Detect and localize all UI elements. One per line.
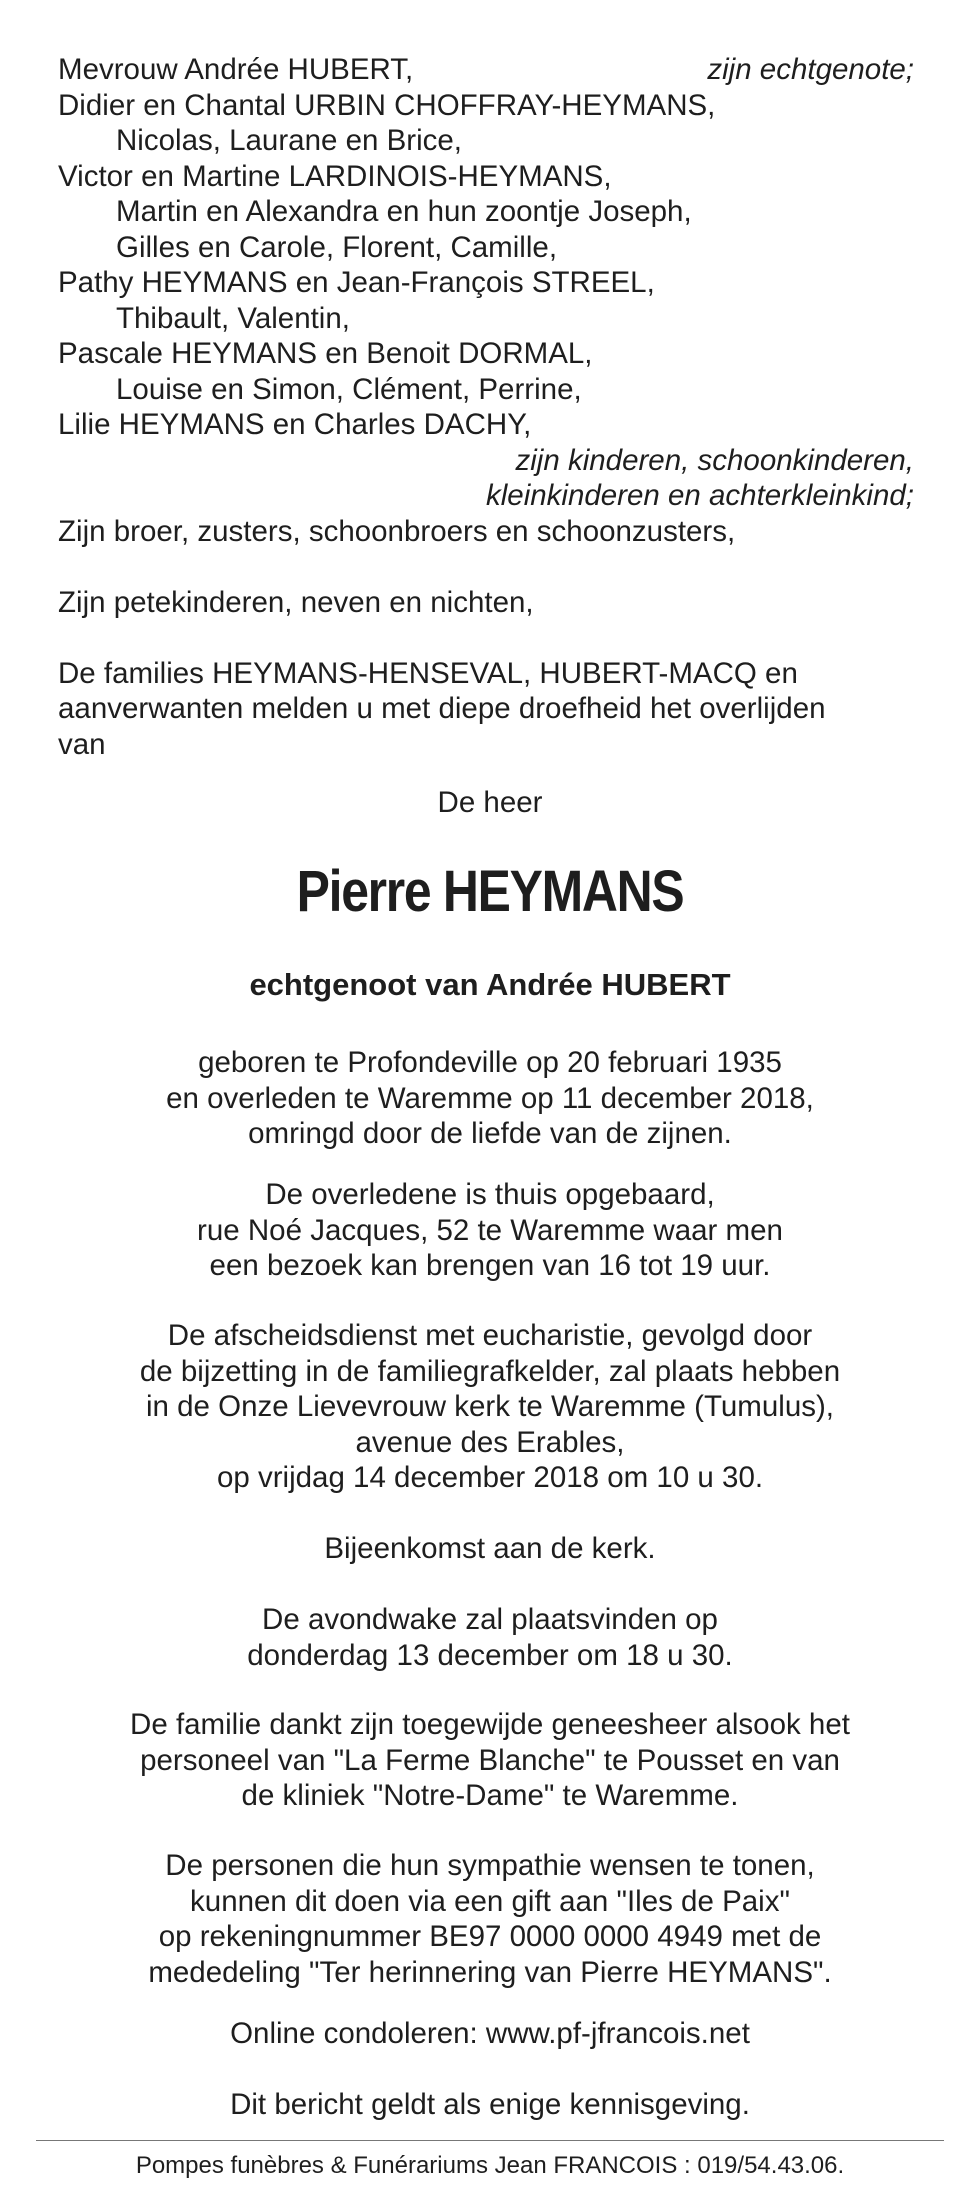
godchildren-line: Zijn petekinderen, neven en nichten, <box>58 585 534 619</box>
family-line: Pascale HEYMANS en Benoit DORMAL, <box>58 337 593 370</box>
notice-line <box>0 2087 980 2123</box>
footer-divider <box>36 2140 944 2141</box>
siblings-line: Zijn broer, zusters, schoonbroers en schoonzusters, <box>58 514 736 548</box>
family-line: Lilie HEYMANS en Charles DACHY, <box>58 408 532 441</box>
family-line-spouse <box>58 52 920 88</box>
family-line: Gilles en Carole, Florent, Camille, <box>116 230 558 264</box>
spouse-role: zijn echtgenote; <box>707 53 914 86</box>
donation-paragraph <box>0 1848 980 1990</box>
salutation: De heer <box>437 786 543 819</box>
paragraph-line: in de Onze Lievevrouw kerk te Waremme (Tumulus), <box>145 1390 834 1423</box>
paragraph-line: De familie dankt zijn toegewijde geneesheer alsook het <box>130 1708 850 1741</box>
family-line: Louise en Simon, Clément, Perrine, <box>116 372 582 406</box>
paragraph-line: mededeling "Ter herinnering van Pierre HEYMANS". <box>148 1955 832 1989</box>
announcement-line: De families HEYMANS-HENSEVAL, HUBERT-MACQ en <box>58 656 798 690</box>
paragraph-line: personeel van "La Ferme Blanche" te Pousset en van <box>140 1743 840 1777</box>
paragraph-line: en overleden te Waremme op 11 december 2018, <box>166 1081 814 1115</box>
family-list <box>58 52 920 762</box>
footer-funeral-home: Pompes funèbres & Funérariums Jean FRANCOIS : 019/54.43.06. <box>135 2152 845 2179</box>
family-line: Thibault, Valentin, <box>116 301 350 335</box>
paragraph-line: De avondwake zal plaatsvinden op <box>262 1603 718 1636</box>
condolence-link: Online condoleren: www.pf-jfrancois.net <box>230 2017 750 2050</box>
children-role: zijn kinderen, schoonkinderen, <box>515 443 914 477</box>
spouse-name: Mevrouw Andrée HUBERT, <box>58 53 414 86</box>
paragraph-line: avenue des Erables, <box>355 1425 625 1459</box>
paragraph-line: een bezoek kan brengen van 16 tot 19 uur. <box>209 1249 771 1282</box>
family-line: Didier en Chantal URBIN CHOFFRAY-HEYMANS, <box>58 88 716 122</box>
paragraph-line: op vrijdag 14 december 2018 om 10 u 30. <box>216 1461 764 1494</box>
paragraph-line: donderdag 13 december om 18 u 30. <box>247 1638 733 1672</box>
paragraph-line: Bijeenkomst aan de kerk. <box>324 1532 656 1565</box>
family-line: Nicolas, Laurane en Brice, <box>116 124 462 157</box>
birth-paragraph <box>0 1045 980 1152</box>
paragraph-line: De personen die hun sympathie wensen te tonen, <box>165 1849 815 1882</box>
paragraph-line: De afscheidsdienst met eucharistie, gevolgd door <box>167 1319 813 1352</box>
announcement-line: aanverwanten melden u met diepe droefheid het overlijden <box>58 692 826 725</box>
family-line: Pathy HEYMANS en Jean-François STREEL, <box>58 266 655 299</box>
service-paragraph <box>0 1318 980 1496</box>
wake-paragraph <box>0 1602 980 1673</box>
gathering-paragraph <box>0 1531 980 1567</box>
thanks-paragraph <box>0 1707 980 1814</box>
viewing-paragraph <box>0 1177 980 1284</box>
paragraph-line: de bijzetting in de familiegrafkelder, zal plaats hebben <box>139 1354 841 1388</box>
family-line: Martin en Alexandra en hun zoontje Joseph, <box>116 195 692 228</box>
paragraph-line: omringd door de liefde van de zijnen. <box>248 1117 732 1150</box>
online-condolences <box>0 2016 980 2052</box>
deceased-name: Pierre HEYMANS <box>296 859 684 924</box>
paragraph-line: kunnen dit doen via een gift aan "Iles de Paix" <box>190 1884 790 1918</box>
deceased-name-wrap <box>0 858 980 925</box>
spouse-line: echtgenoot van Andrée HUBERT <box>249 967 731 1002</box>
paragraph-line: geboren te Profondeville op 20 februari 1935 <box>198 1046 782 1079</box>
paragraph-line: rue Noé Jacques, 52 te Waremme waar men <box>197 1213 783 1247</box>
paragraph-line: op rekeningnummer BE97 0000 0000 4949 met de <box>158 1920 822 1953</box>
announcement-line: van <box>58 727 106 761</box>
paragraph-line: Dit bericht geldt als enige kennisgeving. <box>230 2088 750 2121</box>
family-line: Victor en Martine LARDINOIS-HEYMANS, <box>58 159 612 193</box>
paragraph-line: de kliniek "Notre-Dame" te Waremme. <box>241 1779 739 1812</box>
children-role: kleinkinderen en achterkleinkind; <box>485 479 914 512</box>
paragraph-line: De overledene is thuis opgebaard, <box>265 1178 715 1211</box>
